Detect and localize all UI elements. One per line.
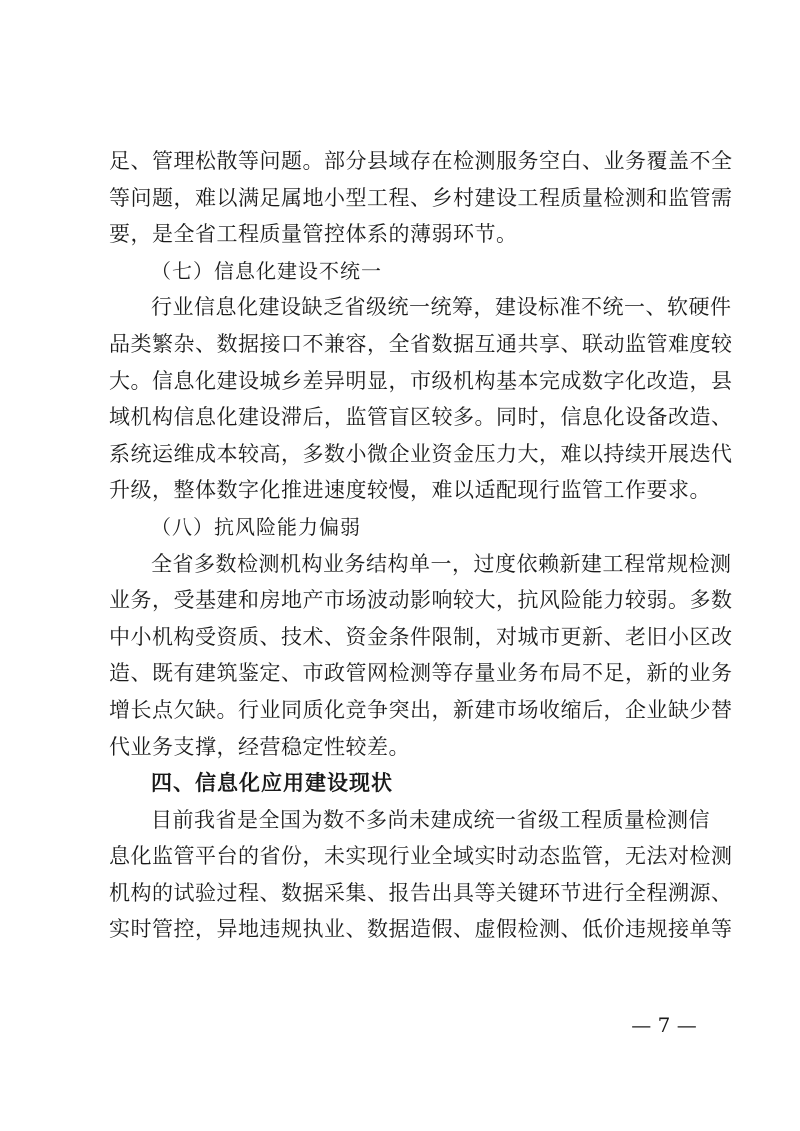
text-line: 中小机构受资质、技术、资金条件限制，对城市更新、老旧小区改	[109, 624, 733, 649]
text-line: 代业务支撑，经营稳定性较差。	[109, 734, 410, 759]
text-line: 增长点欠缺。行业同质化竞争突出，新建市场收缩后，企业缺少替	[109, 697, 733, 722]
text-line: 等问题，难以满足属地小型工程、乡村建设工程质量检测和监管需	[109, 185, 733, 210]
section-heading-4: 四、信息化应用建设现状	[151, 771, 393, 796]
paragraph-current-status	[109, 802, 733, 948]
text-line: 全省多数检测机构业务结构单一，过度依赖新建工程常规检测	[151, 551, 732, 576]
subheading-7: （七）信息化建设不统一	[151, 258, 382, 283]
subheading-8: （八）抗风险能力偏弱	[151, 514, 361, 539]
text-line: 品类繁杂、数据接口不兼容，全省数据互通共享、联动监管难度较	[109, 331, 733, 356]
text-line: 域机构信息化建设滞后，监管盲区较多。同时，信息化设备改造、	[109, 405, 733, 430]
text-line: 目前我省是全国为数不多尚未建成统一省级工程质量检测信	[151, 807, 710, 832]
text-line: 大。信息化建设城乡差异明显，市级机构基本完成数字化改造，县	[109, 368, 733, 393]
text-line: 造、既有建筑鉴定、市政管网检测等存量业务布局不足，新的业务	[109, 661, 733, 686]
paragraph-informatization	[109, 289, 733, 509]
document-body	[109, 143, 733, 948]
text-line: 实时管控，异地违规执业、数据造假、虚假检测、低价违规接单等	[109, 917, 733, 942]
text-line: 息化监管平台的省份，未实现行业全域实时动态监管，无法对检测	[109, 844, 733, 869]
text-line: 升级，整体数字化推进速度较慢，难以适配现行监管工作要求。	[109, 478, 711, 503]
page-number: — 7 —	[631, 1013, 697, 1037]
text-line: 要，是全省工程质量管控体系的薄弱环节。	[109, 222, 518, 247]
text-line: 行业信息化建设缺乏省级统一统筹，建设标准不统一、软硬件	[151, 295, 732, 320]
paragraph-risk-resistance	[109, 546, 733, 766]
paragraph-continuation	[109, 143, 733, 253]
text-line: 机构的试验过程、数据采集、报告出具等关键环节进行全程溯源、	[109, 880, 733, 905]
text-line: 足、管理松散等问题。部分县域存在检测服务空白、业务覆盖不全	[109, 149, 733, 173]
text-line: 系统运维成本较高，多数小微企业资金压力大，难以持续开展迭代	[109, 441, 733, 466]
text-line: 业务，受基建和房地产市场波动影响较大，抗风险能力较弱。多数	[109, 588, 733, 613]
